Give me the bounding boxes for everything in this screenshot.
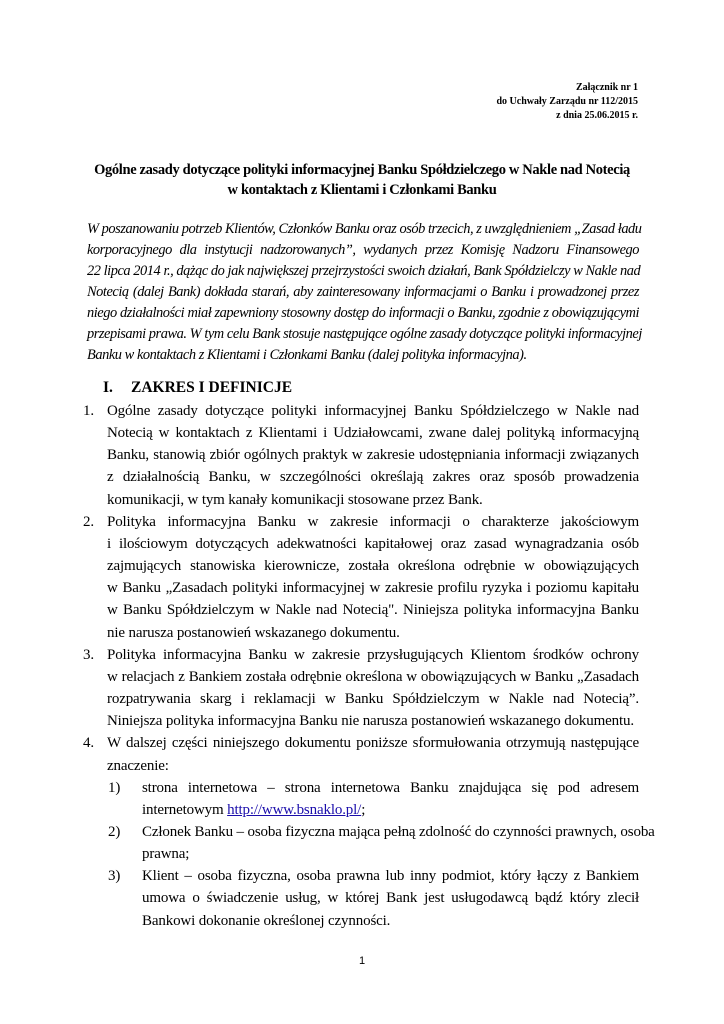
list-item-line: Niniejsza polityka informacyjna Banku nie narusza postanowień wskazanego dokumentu. [107,713,634,730]
list-item-line: Banku, stanowią zbiór ogólnych praktyk w zakresie udostępniania informacji związanych [107,447,639,464]
intro-line: niego działalności miał zapewniony stosowny dostęp do informacji o Banku, zgodnie z obowiązującymi [87,305,639,321]
definition-line: Bankowi dokonanie określonej czynności. [142,912,391,929]
definition-line: Członek Banku – osoba fizyczna mająca pełną zdolność do czynności prawnych, osoba [142,823,655,840]
list-item-number: 2. [83,513,94,530]
intro-line: przepisami prawa. W tym celu Bank stosuje następujące ogólne zasady dotyczące polityki informacyjnej [87,326,642,342]
intro-line: Banku w kontaktach z Klientami i Członkami Banku (dalej polityka informacyjna). [87,347,527,363]
annex-header [497,81,639,123]
section-number: I. [103,379,113,396]
definition-line: umowa o świadczenie usług, w której Bank jest usługodawcą bądź który zlecił [142,890,639,907]
list-item-line: zajmujących stanowiska kierownicze, została określona odrębnie w obowiązujących [107,558,639,575]
definition-line: Klient – osoba fizyczna, osoba prawna lub inny podmiot, który łączy z Bankiem [142,868,639,885]
intro-line: Notecią (dalej Bank) dokłada starań, aby zainteresowany informacjami o Banku i prowadzonej przez [87,284,639,300]
definition-line: prawna; [142,846,190,863]
list-item [83,400,639,511]
list-item-line: w Banku „Zasadach polityki informacyjnej w zakresie profilu ryzyka i poziomu kapitału [107,580,639,597]
list-item-number: 4. [83,735,94,752]
list-item-line: w Banku Spółdzielczym w Nakle nad Notecią". Niniejsza polityka informacyjna Banku [107,602,639,619]
page-number: 1 [358,955,366,967]
list-item-line: i ilościowym dotyczących adekwatności kapitałowej oraz zasad wynagradzania osób [107,535,639,552]
list-item-line: rozpatrywania skarg i reklamacji w Banku Spółdzielczym w Nakle nad Notecią”. [107,691,639,708]
definition-line: strona internetowa – strona internetowa Banku znajdująca się pod adresem [142,779,639,796]
definition-text: internetowym [142,801,228,818]
numbered-list [83,400,655,932]
list-item-line: Polityka informacyjna Banku w zakresie informacji o charakterze jakościowym [107,513,639,530]
document-title [60,160,664,200]
list-item-line: W dalszej części niniejszego dokumentu poniższe sformułowania otrzymują następujące [107,735,639,752]
definition-item [107,821,655,865]
section-heading [103,378,292,398]
list-item-line: znaczenie: [107,757,169,774]
definition-item [107,865,639,931]
list-item-line: w relacjach z Bankiem została odrębnie określona w obowiązujących w Banku „Zasadach [107,668,639,685]
list-item-line: Ogólne zasady dotyczące polityki informacyjnej Banku Spółdzielczego w Nakle nad [107,403,639,419]
list-item-number: 3. [83,646,94,663]
list-item [83,511,639,644]
title-line-1: Ogólne zasady dotyczące polityki informacyjnej Banku Spółdzielczego w Nakle nad Notecią [94,162,630,178]
intro-line: 22 lipca 2014 r., dążąc do jak największej przejrzystości swoich działań, Bank Spółdzielczy w Nakle nad [87,263,641,279]
intro-paragraph [87,219,642,366]
list-item-number: 1. [83,403,94,419]
list-item [83,732,655,931]
definition-item [107,777,639,821]
list-item [83,644,639,733]
list-item-line: Notecią w kontaktach z Klientami i Udziałowcami, zwane dalej polityką informacyjną [107,425,639,442]
definition-text: ; [361,801,366,818]
list-item-line: z działalnością Banku, w szczególności określają zakres oraz sposób prowadzenia [107,469,639,486]
list-item-line: komunikacji, w tym kanały komunikacji stosowane przez Bank. [107,491,483,508]
section-title: ZAKRES I DEFINICJE [131,379,293,396]
definition-number: 3) [108,868,121,885]
list-item-line: Polityka informacyjna Banku w zakresie przysługujących Klientom środków ochrony [107,646,639,663]
definition-line [142,799,639,821]
list-item-line: nie narusza postanowień wskazanego dokumentu. [107,624,400,641]
definition-number: 1) [108,779,121,796]
intro-line: korporacyjnego dla instytucji nadzorowanych”, wydanych przez Komisję Nadzoru Finansowego [87,242,639,258]
title-line-2: w kontaktach z Klientami i Członkami Banku [227,182,497,198]
definition-number: 2) [108,823,121,840]
annex-resolution: do Uchwały Zarządu nr 112/2015 [496,96,638,107]
website-link[interactable]: http://www.bsnaklo.pl/ [227,801,362,818]
annex-date: z dnia 25.06.2015 r. [556,110,638,121]
annex-number: Załącznik nr 1 [575,82,638,93]
intro-line: W poszanowaniu potrzeb Klientów, Członków Banku oraz osób trzecich, z uwzględnieniem „Zasad ładu [87,221,642,237]
